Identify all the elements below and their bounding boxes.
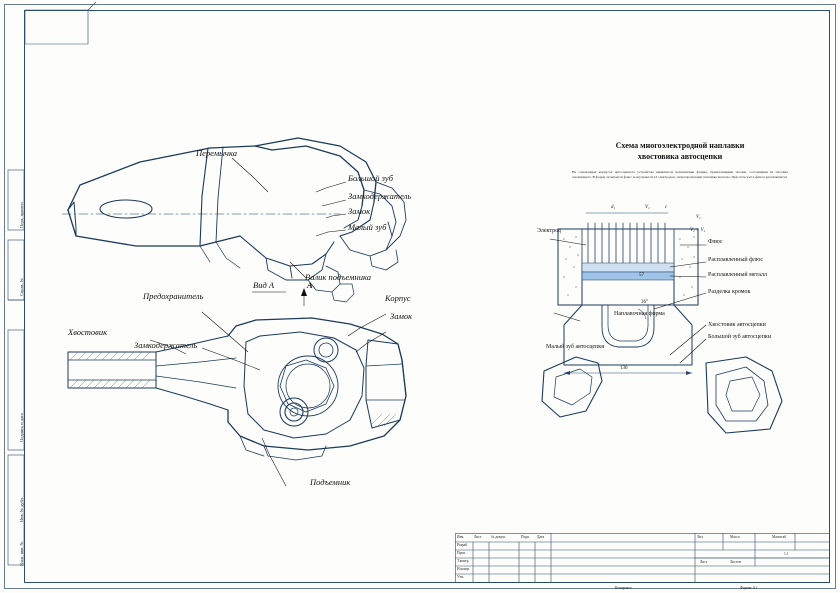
label-peremychka: Перемычка bbox=[196, 148, 237, 158]
label-korpus: Корпус bbox=[385, 293, 411, 303]
dim-c: c bbox=[665, 205, 668, 210]
title-row-prov: Пров. bbox=[457, 551, 466, 555]
label-zamkoderzhatel: Замкодержатель bbox=[348, 191, 412, 201]
label-podyomnik: Подъемник bbox=[310, 477, 351, 487]
label-bolshoy-zub: Большой зуб bbox=[348, 173, 393, 183]
title-col-izm: Изм. bbox=[457, 535, 465, 539]
title-cell-massa: Масса bbox=[730, 535, 740, 539]
view-a-arrow-letter: А bbox=[307, 280, 313, 290]
margin-note-0: Перв. примен. bbox=[19, 201, 24, 228]
scheme-label-bolshoy-zub-avtostsepki: Большой зуб автосцепки bbox=[708, 334, 772, 340]
welding-scheme-graphics bbox=[520, 205, 820, 455]
title-row-nkontr: Н.контр. bbox=[457, 567, 471, 571]
dim-57: 57 bbox=[639, 273, 644, 278]
label-zamkoderzhatel-2: Замкодержатель bbox=[134, 340, 198, 350]
view-a-caption: Вид А bbox=[253, 280, 275, 290]
title-block-grid bbox=[455, 533, 831, 585]
margin-note-2: Подпись и дата bbox=[19, 413, 24, 442]
label-zamok: Замок bbox=[348, 206, 371, 216]
scheme-label-rasplavlennyy-flyus: Расплавленный флюс bbox=[708, 257, 763, 263]
title-cell-listov: Листов bbox=[730, 560, 741, 564]
label-malyy-zub: Малый зуб bbox=[348, 222, 387, 232]
scheme-label-naplavochnaya-forma: Наплавочная форма bbox=[614, 311, 665, 317]
title-col-list: Лист bbox=[474, 535, 482, 539]
dim-36: 36° bbox=[641, 300, 648, 305]
scheme-label-flyus: Флюс bbox=[708, 239, 723, 245]
bottom-label-leaders bbox=[120, 300, 450, 500]
scheme-label-rasplavlennyy-metall: Расплавленный металл bbox=[708, 272, 767, 278]
scheme-label-razdelka-kromok: Разделка кромок bbox=[708, 289, 751, 295]
scheme-title-line1: Схема многоэлектродной наплавки bbox=[615, 141, 745, 150]
dim-130: 130 bbox=[620, 366, 628, 371]
scheme-label-elektrod: Электрод bbox=[537, 228, 561, 234]
title-cell-format: Формат А1 bbox=[740, 586, 757, 590]
title-col-dokum: № докум. bbox=[491, 535, 506, 539]
label-zamok-2: Замок bbox=[390, 311, 413, 321]
margin-note-1: Справ. № bbox=[19, 278, 24, 296]
title-cell-masshtab: Масштаб bbox=[772, 535, 787, 539]
margin-note-4: Взам. инв. № bbox=[19, 541, 24, 566]
title-cell-copied: Копировал bbox=[615, 586, 632, 590]
margin-note-3: Инв. № дубл. bbox=[19, 497, 24, 522]
title-row-tkontr: Т.контр. bbox=[457, 559, 470, 563]
scheme-description: На самоходных корпусах автосцепного устройства выявляется наплавление формы, прилегающими потоки, состоящими из плоских смоляющего. В форму засыпается флюс и опускаются 12 электродов, затем происходит наплавка металла. При этом часть флюса расплавляется bbox=[572, 170, 788, 179]
dim-v-inequality: V₂ > V₁ bbox=[690, 228, 706, 233]
label-hvostovik: Хвостовик bbox=[68, 327, 108, 337]
dim-v1: V₁ bbox=[645, 205, 650, 210]
scheme-label-hvostovik-avtostsepki: Хвостовик автосцепки bbox=[708, 322, 766, 328]
title-cell-scale-value: 1:1 bbox=[784, 552, 789, 556]
title-cell-lit: Лит. bbox=[697, 535, 704, 539]
dim-d1: d₁ bbox=[611, 205, 616, 210]
title-col-podp: Подп. bbox=[521, 535, 530, 539]
title-cell-list: Лист bbox=[700, 560, 708, 564]
scheme-title-line2: хвостовика автосцепки bbox=[637, 152, 723, 161]
title-col-data: Дата bbox=[537, 535, 545, 539]
label-valik-podyomnika: Валик подъемника bbox=[305, 272, 371, 282]
dim-v2: V₂ bbox=[696, 215, 701, 220]
title-row-razrab: Разраб. bbox=[457, 543, 469, 547]
scheme-label-malyy-zub-avtostsepki: Малый зуб автосцепки bbox=[546, 344, 605, 350]
label-predohranitel: Предохранитель bbox=[143, 291, 204, 301]
title-row-utv: Утв. bbox=[457, 575, 464, 579]
